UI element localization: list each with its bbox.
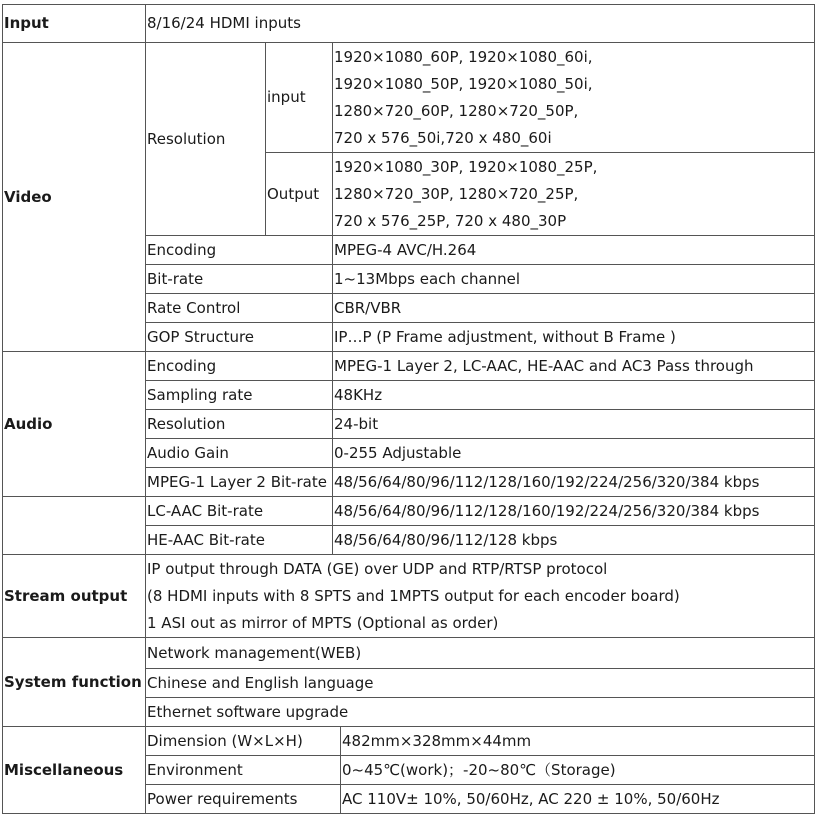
value-video-bitrate: 1~13Mbps each channel <box>333 265 815 294</box>
label-heaac-bitrate: HE-AAC Bit-rate <box>146 526 333 555</box>
label-res-output: Output <box>266 153 333 236</box>
value-audio-sampling: 48KHz <box>333 381 815 410</box>
section-video: Video <box>3 43 146 352</box>
value-lcaac-bitrate: 48/56/64/80/96/112/128/160/192/224/256/320/384 kbps <box>333 497 815 526</box>
section-input: Input <box>3 5 146 43</box>
value-misc-environment: 0~45℃(work)；-20~80℃（Storage) <box>341 756 815 785</box>
res-output-line: 720 x 576_25P, 720 x 480_30P <box>334 211 567 230</box>
label-video-resolution: Resolution <box>146 43 266 236</box>
section-audio: Audio <box>3 352 146 497</box>
value-audio-resolution: 24-bit <box>333 410 815 439</box>
stream-line: (8 HDMI inputs with 8 SPTS and 1MPTS output for each encoder board) <box>147 586 680 605</box>
value-video-gop: IP…P (P Frame adjustment, without B Frame ) <box>333 323 815 352</box>
label-video-encoding: Encoding <box>146 236 333 265</box>
value-res-input <box>333 43 815 153</box>
value-video-encoding: MPEG-4 AVC/H.264 <box>333 236 815 265</box>
value-video-rate-control: CBR/VBR <box>333 294 815 323</box>
label-misc-dimension: Dimension (W×L×H) <box>146 727 341 756</box>
section-audio-extra <box>3 497 146 555</box>
label-video-gop: GOP Structure <box>146 323 333 352</box>
section-miscellaneous: Miscellaneous <box>3 727 146 814</box>
value-res-output <box>333 153 815 236</box>
stream-line: 1 ASI out as mirror of MPTS (Optional as order) <box>147 613 499 632</box>
section-system-function: System function <box>3 638 146 727</box>
label-audio-resolution: Resolution <box>146 410 333 439</box>
label-audio-gain: Audio Gain <box>146 439 333 468</box>
row-sys-network <box>3 638 815 669</box>
row-video-res-input <box>3 43 815 153</box>
label-lcaac-bitrate: LC-AAC Bit-rate <box>146 497 333 526</box>
value-stream-output <box>146 555 815 638</box>
label-video-rate-control: Rate Control <box>146 294 333 323</box>
value-sys-language: Chinese and English language <box>146 669 815 698</box>
label-audio-sampling: Sampling rate <box>146 381 333 410</box>
value-input: 8/16/24 HDMI inputs <box>146 5 815 43</box>
value-sys-upgrade: Ethernet software upgrade <box>146 698 815 727</box>
res-input-line: 1920×1080_60P, 1920×1080_60i, <box>334 47 593 66</box>
stream-line: IP output through DATA (GE) over UDP and RTP/RTSP protocol <box>147 559 608 578</box>
res-output-line: 1280×720_30P, 1280×720_25P, <box>334 184 579 203</box>
label-video-bitrate: Bit-rate <box>146 265 333 294</box>
row-input <box>3 5 815 43</box>
label-res-input: input <box>266 43 333 153</box>
label-audio-encoding: Encoding <box>146 352 333 381</box>
row-audio-encoding <box>3 352 815 381</box>
row-misc-dimension <box>3 727 815 756</box>
res-input-line: 720 x 576_50i,720 x 480_60i <box>334 128 552 147</box>
label-audio-mpeg1-bitrate: MPEG-1 Layer 2 Bit-rate <box>146 468 333 497</box>
value-audio-encoding: MPEG-1 Layer 2, LC-AAC, HE-AAC and AC3 Pass through <box>333 352 815 381</box>
row-stream-output <box>3 555 815 638</box>
row-lcaac-bitrate <box>3 497 815 526</box>
value-misc-power: AC 110V± 10%, 50/60Hz, AC 220 ± 10%, 50/60Hz <box>341 785 815 814</box>
res-input-line: 1280×720_60P, 1280×720_50P, <box>334 101 579 120</box>
value-audio-gain: 0-255 Adjustable <box>333 439 815 468</box>
res-input-line: 1920×1080_50P, 1920×1080_50i, <box>334 74 593 93</box>
section-stream-output: Stream output <box>3 555 146 638</box>
spec-table <box>2 4 815 814</box>
res-output-line: 1920×1080_30P, 1920×1080_25P, <box>334 157 598 176</box>
value-heaac-bitrate: 48/56/64/80/96/112/128 kbps <box>333 526 815 555</box>
value-misc-dimension: 482mm×328mm×44mm <box>341 727 815 756</box>
value-sys-network: Network management(WEB) <box>146 638 815 669</box>
value-audio-mpeg1-bitrate: 48/56/64/80/96/112/128/160/192/224/256/320/384 kbps <box>333 468 815 497</box>
label-misc-power: Power requirements <box>146 785 341 814</box>
label-misc-environment: Environment <box>146 756 341 785</box>
